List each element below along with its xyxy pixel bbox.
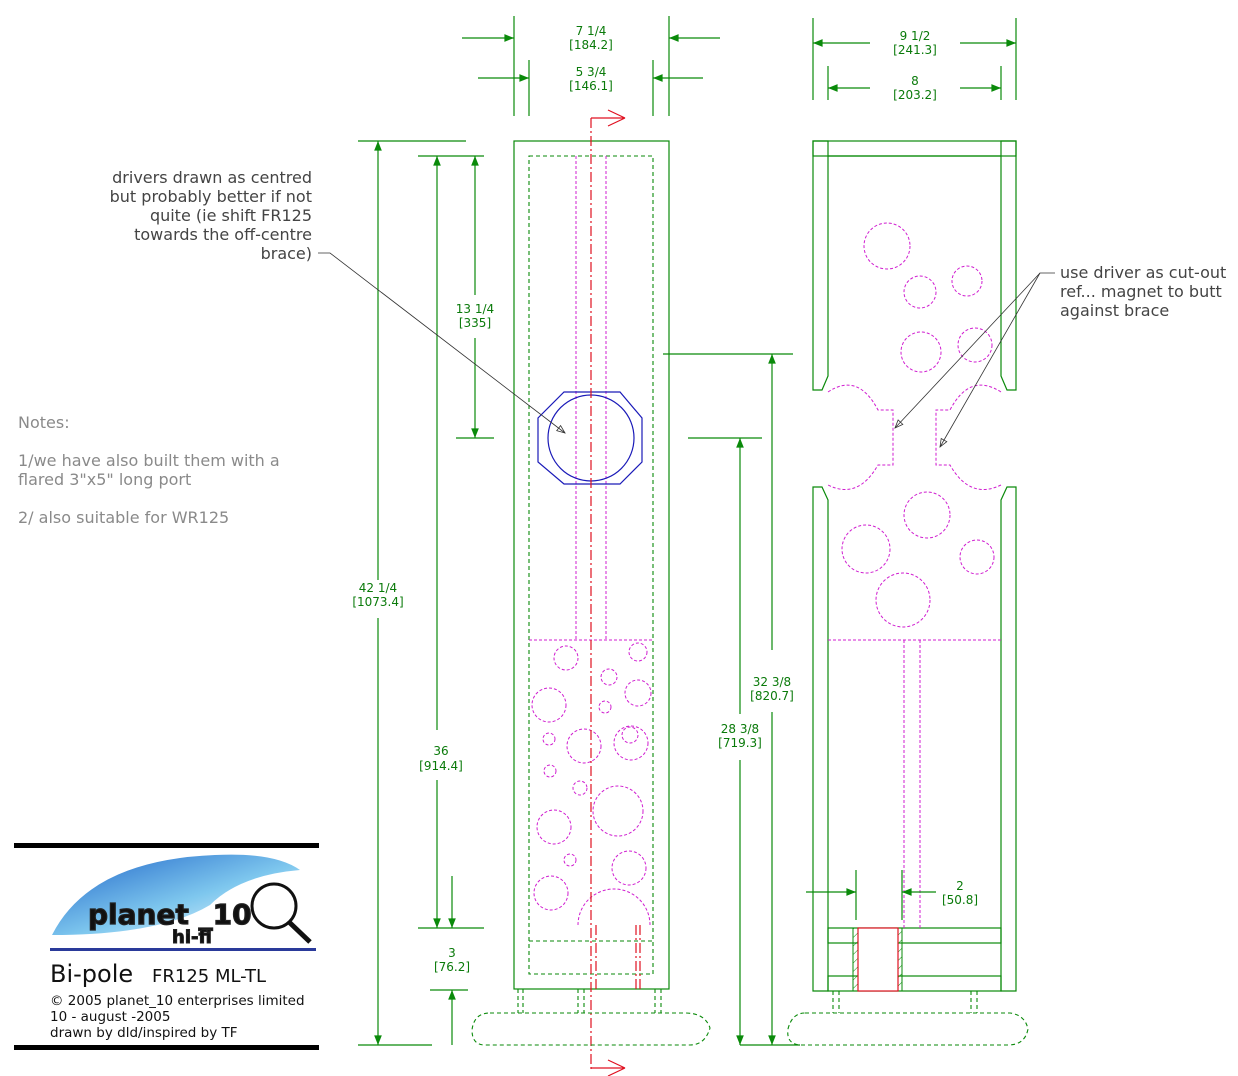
cutout-note-line2: ref... magnet to butt [1060,282,1222,301]
credit-line: drawn by dld/inspired by TF [50,1025,238,1041]
dim-outer-width-mm: [184.2] [569,38,613,52]
driver-note-line5: brace) [260,244,312,263]
notes-heading: Notes: [18,413,70,432]
dimension-lines [358,16,1016,1045]
cutout-note-line3: against brace [1060,301,1170,320]
driver-note-line2: but probably better if not [109,187,312,206]
dim-side-outer-in: 9 1/2 [899,29,931,43]
dim-driver-offset-in: 13 1/4 [455,302,495,316]
dim-line-length-mm: [914.4] [419,759,463,773]
dim-brace-lower-in: 28 3/8 [720,722,760,736]
front-view [472,110,710,1076]
date-line: 10 - august -2005 [50,1009,171,1025]
driver-annotation [110,168,565,433]
dim-overall-height-mm: [1073.4] [352,595,404,609]
cutout-annotation [895,263,1226,447]
dim-side-outer-mm: [241.3] [893,43,937,57]
logo-subtext: hi-fi [172,927,212,948]
dim-side-inner-mm: [203.2] [893,88,937,102]
dim-inner-width-in: 5 3/4 [575,65,607,79]
notes [18,413,280,527]
title-sub: FR125 ML-TL [152,966,267,987]
dim-port-width-mm: [50.8] [941,893,979,907]
dim-brace-lower-mm: [719.3] [718,736,762,750]
dim-driver-offset-mm: [335] [458,316,492,330]
dim-overall-height-in: 42 1/4 [358,581,398,595]
dim-outer-width-in: 7 1/4 [575,24,607,38]
planet10-logo [50,855,316,951]
side-plinth [788,991,1028,1045]
driver-note-line3: quite (ie shift FR125 [149,206,312,225]
driver-note-line1: drivers drawn as centred [112,168,312,187]
cutout-note-line1: use driver as cut-out [1060,263,1227,282]
dim-base-height-mm: [76.2] [433,960,471,974]
side-stuffing [842,223,994,627]
title-main: Bi-pole [50,960,134,988]
side-view [788,141,1028,1045]
driver-note-line4: towards the off-centre [134,225,312,244]
driver-fr125 [538,392,642,484]
dim-brace-upper-in: 32 3/8 [752,675,792,689]
copyright-line: © 2005 planet_10 enterprises limited [50,993,305,1009]
note2: 2/ also suitable for WR125 [18,508,230,527]
note1-line1: 1/we have also built them with a [18,451,280,470]
dim-inner-width-mm: [146.1] [569,79,613,93]
dim-port-width-in: 2 [956,879,964,893]
dim-line-length-in: 36 [433,744,449,758]
dim-side-inner-in: 8 [911,74,919,88]
logo-text: planet _10 [88,898,252,931]
note1-line2: flared 3"x5" long port [18,470,192,489]
dimension-labels [352,24,978,974]
title-block [14,843,319,1050]
dim-brace-upper-mm: [820.7] [750,689,794,703]
dim-base-height-in: 3 [448,946,456,960]
